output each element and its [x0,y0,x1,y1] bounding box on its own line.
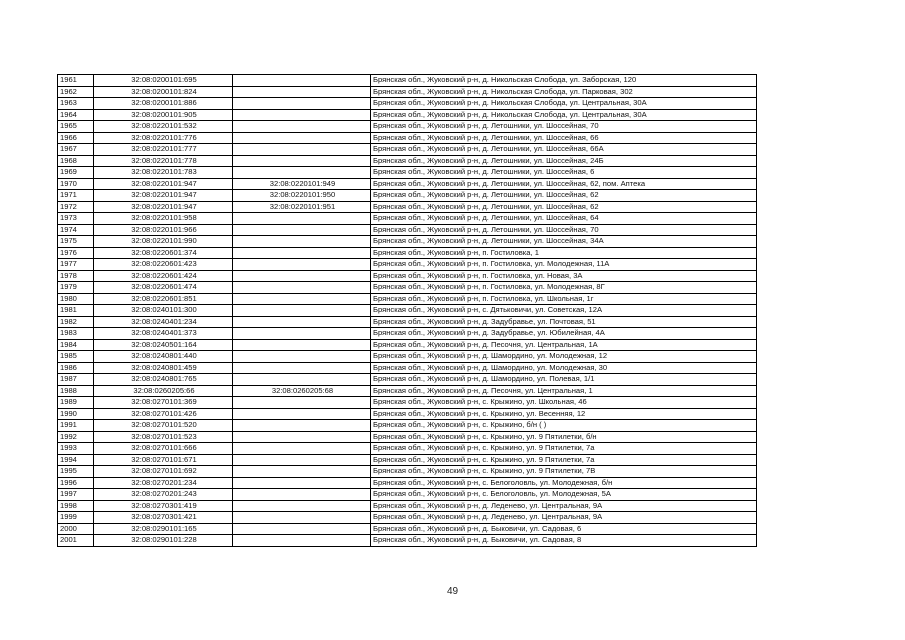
cadastral-number-cell: 32:08:0220101:778 [94,155,233,167]
address-cell: Брянская обл., Жуковский р-н, д. Никольская Слобода, ул. Центральная, 30А [371,98,757,110]
secondary-cadastral-number-cell: 32:08:0220101:950 [233,190,371,202]
table-row [58,224,757,236]
secondary-cadastral-number-cell [233,247,371,259]
table-row [58,535,757,547]
row-number-cell: 1999 [58,512,94,524]
table-row [58,98,757,110]
table-row [58,500,757,512]
cadastral-number-cell: 32:08:0270301:421 [94,512,233,524]
table-row [58,155,757,167]
table-row [58,167,757,179]
cadastral-number-cell: 32:08:0270101:523 [94,431,233,443]
cadastral-number-cell: 32:08:0270101:426 [94,408,233,420]
cadastral-number-cell: 32:08:0240801:440 [94,351,233,363]
address-cell: Брянская обл., Жуковский р-н, д. Летошники, ул. Шоссейная, 6 [371,167,757,179]
address-cell: Брянская обл., Жуковский р-н, с. Белоголовль, ул. Молодежная, б/н [371,477,757,489]
cadastral-number-cell: 32:08:0220601:424 [94,270,233,282]
secondary-cadastral-number-cell [233,535,371,547]
table-row [58,282,757,294]
secondary-cadastral-number-cell [233,224,371,236]
row-number-cell: 1965 [58,121,94,133]
table-row [58,408,757,420]
secondary-cadastral-number-cell [233,270,371,282]
row-number-cell: 1984 [58,339,94,351]
cadastral-number-cell: 32:08:0220101:777 [94,144,233,156]
cadastral-number-cell: 32:08:0200101:886 [94,98,233,110]
secondary-cadastral-number-cell [233,374,371,386]
secondary-cadastral-number-cell [233,316,371,328]
cadastral-number-cell: 32:08:0220101:947 [94,201,233,213]
cadastral-number-cell: 32:08:0200101:695 [94,75,233,87]
address-cell: Брянская обл., Жуковский р-н, д. Быковичи, ул. Садовая, 6 [371,523,757,535]
table-row [58,443,757,455]
secondary-cadastral-number-cell [233,362,371,374]
secondary-cadastral-number-cell [233,259,371,271]
row-number-cell: 1983 [58,328,94,340]
address-cell: Брянская обл., Жуковский р-н, д. Задубравье, ул. Почтовая, 51 [371,316,757,328]
cadastral-number-cell: 32:08:0220101:947 [94,190,233,202]
secondary-cadastral-number-cell [233,500,371,512]
row-number-cell: 1961 [58,75,94,87]
table-row [58,132,757,144]
cadastral-number-cell: 32:08:0220601:374 [94,247,233,259]
table-row [58,75,757,87]
table-row [58,385,757,397]
secondary-cadastral-number-cell [233,454,371,466]
table-row [58,109,757,121]
address-cell: Брянская обл., Жуковский р-н, с. Крыжино, ул. Школьная, 46 [371,397,757,409]
cadastral-number-cell: 32:08:0220601:474 [94,282,233,294]
row-number-cell: 1995 [58,466,94,478]
row-number-cell: 1964 [58,109,94,121]
address-cell: Брянская обл., Жуковский р-н, п. Гостиловка, ул. Новая, 3А [371,270,757,282]
table-row [58,305,757,317]
row-number-cell: 1974 [58,224,94,236]
address-cell: Брянская обл., Жуковский р-н, д. Летошники, ул. Шоссейная, 62 [371,190,757,202]
cadastral-number-cell: 32:08:0220101:947 [94,178,233,190]
page-number: 49 [446,586,459,597]
table-row [58,397,757,409]
row-number-cell: 1962 [58,86,94,98]
row-number-cell: 1987 [58,374,94,386]
row-number-cell: 1989 [58,397,94,409]
address-cell: Брянская обл., Жуковский р-н, д. Летошники, ул. Шоссейная, 64 [371,213,757,225]
address-cell: Брянская обл., Жуковский р-н, д. Никольская Слобода, ул. Заборская, 120 [371,75,757,87]
table-row [58,339,757,351]
cadastral-number-cell: 32:08:0220601:851 [94,293,233,305]
cadastral-number-cell: 32:08:0270201:243 [94,489,233,501]
cadastral-number-cell: 32:08:0270101:692 [94,466,233,478]
address-cell: Брянская обл., Жуковский р-н, д. Леденево, ул. Центральная, 9А [371,500,757,512]
address-cell: Брянская обл., Жуковский р-н, д. Песочня, ул. Центральная, 1 [371,385,757,397]
row-number-cell: 1979 [58,282,94,294]
table-row [58,259,757,271]
address-cell: Брянская обл., Жуковский р-н, д. Леденево, ул. Центральная, 9А [371,512,757,524]
cadastral-number-cell: 32:08:0270101:520 [94,420,233,432]
address-cell: Брянская обл., Жуковский р-н, д. Шамордино, ул. Молодежная, 12 [371,351,757,363]
table-body [58,75,757,547]
cadastral-number-cell: 32:08:0270101:369 [94,397,233,409]
address-cell: Брянская обл., Жуковский р-н, с. Крыжино, ул. 9 Пятилетки, 7В [371,466,757,478]
address-cell: Брянская обл., Жуковский р-н, д. Шамордино, ул. Молодежная, 30 [371,362,757,374]
address-cell: Брянская обл., Жуковский р-н, п. Гостиловка, ул. Молодежная, 11А [371,259,757,271]
cadastral-number-cell: 32:08:0220101:990 [94,236,233,248]
cadastral-number-cell: 32:08:0220601:423 [94,259,233,271]
table-row [58,236,757,248]
row-number-cell: 1981 [58,305,94,317]
address-cell: Брянская обл., Жуковский р-н, с. Крыжино, б/н ( ) [371,420,757,432]
cadastral-number-cell: 32:08:0240501:164 [94,339,233,351]
row-number-cell: 1980 [58,293,94,305]
secondary-cadastral-number-cell [233,155,371,167]
row-number-cell: 1978 [58,270,94,282]
secondary-cadastral-number-cell [233,466,371,478]
table-row [58,351,757,363]
secondary-cadastral-number-cell [233,144,371,156]
row-number-cell: 2001 [58,535,94,547]
secondary-cadastral-number-cell [233,489,371,501]
secondary-cadastral-number-cell [233,132,371,144]
row-number-cell: 1972 [58,201,94,213]
table-row [58,489,757,501]
address-cell: Брянская обл., Жуковский р-н, п. Гостиловка, 1 [371,247,757,259]
row-number-cell: 1986 [58,362,94,374]
row-number-cell: 1990 [58,408,94,420]
table-row [58,512,757,524]
table-row [58,144,757,156]
table-row [58,213,757,225]
cadastral-number-cell: 32:08:0240401:373 [94,328,233,340]
table-row [58,293,757,305]
cadastral-number-cell: 32:08:0260205:66 [94,385,233,397]
cadastral-number-cell: 32:08:0240401:234 [94,316,233,328]
secondary-cadastral-number-cell [233,293,371,305]
secondary-cadastral-number-cell [233,236,371,248]
secondary-cadastral-number-cell [233,431,371,443]
row-number-cell: 1976 [58,247,94,259]
address-cell: Брянская обл., Жуковский р-н, д. Летошники, ул. Шоссейная, 24Б [371,155,757,167]
secondary-cadastral-number-cell [233,282,371,294]
address-cell: Брянская обл., Жуковский р-н, д. Летошники, ул. Шоссейная, 62 [371,201,757,213]
table-row [58,86,757,98]
table-row [58,362,757,374]
table-row [58,121,757,133]
address-cell: Брянская обл., Жуковский р-н, д. Задубравье, ул. Юбилейная, 4А [371,328,757,340]
address-cell: Брянская обл., Жуковский р-н, д. Летошники, ул. Шоссейная, 66А [371,144,757,156]
address-cell: Брянская обл., Жуковский р-н, д. Никольская Слобода, ул. Центральная, 30А [371,109,757,121]
address-cell: Брянская обл., Жуковский р-н, д. Шамордино, ул. Полевая, 1/1 [371,374,757,386]
row-number-cell: 1967 [58,144,94,156]
secondary-cadastral-number-cell [233,305,371,317]
secondary-cadastral-number-cell: 32:08:0220101:951 [233,201,371,213]
secondary-cadastral-number-cell [233,213,371,225]
address-cell: Брянская обл., Жуковский р-н, д. Никольская Слобода, ул. Парковая, 302 [371,86,757,98]
row-number-cell: 1977 [58,259,94,271]
secondary-cadastral-number-cell [233,512,371,524]
cadastral-number-cell: 32:08:0270101:666 [94,443,233,455]
row-number-cell: 1985 [58,351,94,363]
address-cell: Брянская обл., Жуковский р-н, д. Быковичи, ул. Садовая, 8 [371,535,757,547]
cadastral-number-cell: 32:08:0290101:165 [94,523,233,535]
address-cell: Брянская обл., Жуковский р-н, с. Крыжино, ул. Весенняя, 12 [371,408,757,420]
table-row [58,431,757,443]
cadastral-number-cell: 32:08:0270201:234 [94,477,233,489]
secondary-cadastral-number-cell [233,86,371,98]
address-cell: Брянская обл., Жуковский р-н, с. Белоголовль, ул. Молодежная, 5А [371,489,757,501]
table-row [58,454,757,466]
secondary-cadastral-number-cell [233,167,371,179]
cadastral-number-cell: 32:08:0200101:905 [94,109,233,121]
secondary-cadastral-number-cell [233,443,371,455]
secondary-cadastral-number-cell [233,351,371,363]
table-row [58,466,757,478]
row-number-cell: 1997 [58,489,94,501]
cadastral-number-cell: 32:08:0220101:532 [94,121,233,133]
secondary-cadastral-number-cell: 32:08:0220101:949 [233,178,371,190]
address-cell: Брянская обл., Жуковский р-н, д. Летошники, ул. Шоссейная, 70 [371,121,757,133]
address-cell: Брянская обл., Жуковский р-н, с. Крыжино, ул. 9 Пятилетки, 7а [371,454,757,466]
row-number-cell: 1982 [58,316,94,328]
secondary-cadastral-number-cell [233,339,371,351]
address-cell: Брянская обл., Жуковский р-н, д. Песочня, ул. Центральная, 1А [371,339,757,351]
address-cell: Брянская обл., Жуковский р-н, д. Летошники, ул. Шоссейная, 66 [371,132,757,144]
secondary-cadastral-number-cell: 32:08:0260205:68 [233,385,371,397]
address-cell: Брянская обл., Жуковский р-н, с. Дятьковичи, ул. Советская, 12А [371,305,757,317]
row-number-cell: 1969 [58,167,94,179]
secondary-cadastral-number-cell [233,477,371,489]
address-cell: Брянская обл., Жуковский р-н, д. Летошники, ул. Шоссейная, 62, пом. Аптека [371,178,757,190]
cadastral-number-cell: 32:08:0270301:419 [94,500,233,512]
secondary-cadastral-number-cell [233,523,371,535]
row-number-cell: 1970 [58,178,94,190]
address-cell: Брянская обл., Жуковский р-н, п. Гостиловка, ул. Молодежная, 8Г [371,282,757,294]
address-cell: Брянская обл., Жуковский р-н, п. Гостиловка, ул. Школьная, 1г [371,293,757,305]
cadastral-number-cell: 32:08:0200101:824 [94,86,233,98]
secondary-cadastral-number-cell [233,109,371,121]
row-number-cell: 1988 [58,385,94,397]
table-row [58,270,757,282]
table-row [58,374,757,386]
table-row [58,190,757,202]
cadastral-number-cell: 32:08:0220101:776 [94,132,233,144]
secondary-cadastral-number-cell [233,121,371,133]
table-row [58,420,757,432]
secondary-cadastral-number-cell [233,397,371,409]
table-row [58,477,757,489]
table-row [58,328,757,340]
table-row [58,201,757,213]
address-cell: Брянская обл., Жуковский р-н, с. Крыжино, ул. 9 Пятилетки, 7а [371,443,757,455]
secondary-cadastral-number-cell [233,75,371,87]
row-number-cell: 1975 [58,236,94,248]
row-number-cell: 1992 [58,431,94,443]
secondary-cadastral-number-cell [233,98,371,110]
row-number-cell: 2000 [58,523,94,535]
property-registry-table [57,74,757,547]
row-number-cell: 1973 [58,213,94,225]
cadastral-number-cell: 32:08:0240801:765 [94,374,233,386]
cadastral-number-cell: 32:08:0240101:300 [94,305,233,317]
secondary-cadastral-number-cell [233,328,371,340]
row-number-cell: 1996 [58,477,94,489]
row-number-cell: 1971 [58,190,94,202]
row-number-cell: 1998 [58,500,94,512]
address-cell: Брянская обл., Жуковский р-н, с. Крыжино, ул. 9 Пятилетки, б/н [371,431,757,443]
row-number-cell: 1993 [58,443,94,455]
table-row [58,523,757,535]
row-number-cell: 1994 [58,454,94,466]
cadastral-number-cell: 32:08:0240801:459 [94,362,233,374]
row-number-cell: 1966 [58,132,94,144]
row-number-cell: 1991 [58,420,94,432]
address-cell: Брянская обл., Жуковский р-н, д. Летошники, ул. Шоссейная, 70 [371,224,757,236]
table-row [58,178,757,190]
cadastral-number-cell: 32:08:0220101:958 [94,213,233,225]
address-cell: Брянская обл., Жуковский р-н, д. Летошники, ул. Шоссейная, 34А [371,236,757,248]
cadastral-number-cell: 32:08:0290101:228 [94,535,233,547]
secondary-cadastral-number-cell [233,420,371,432]
table-row [58,247,757,259]
secondary-cadastral-number-cell [233,408,371,420]
cadastral-number-cell: 32:08:0220101:783 [94,167,233,179]
table-row [58,316,757,328]
cadastral-number-cell: 32:08:0270101:671 [94,454,233,466]
row-number-cell: 1963 [58,98,94,110]
row-number-cell: 1968 [58,155,94,167]
cadastral-number-cell: 32:08:0220101:966 [94,224,233,236]
